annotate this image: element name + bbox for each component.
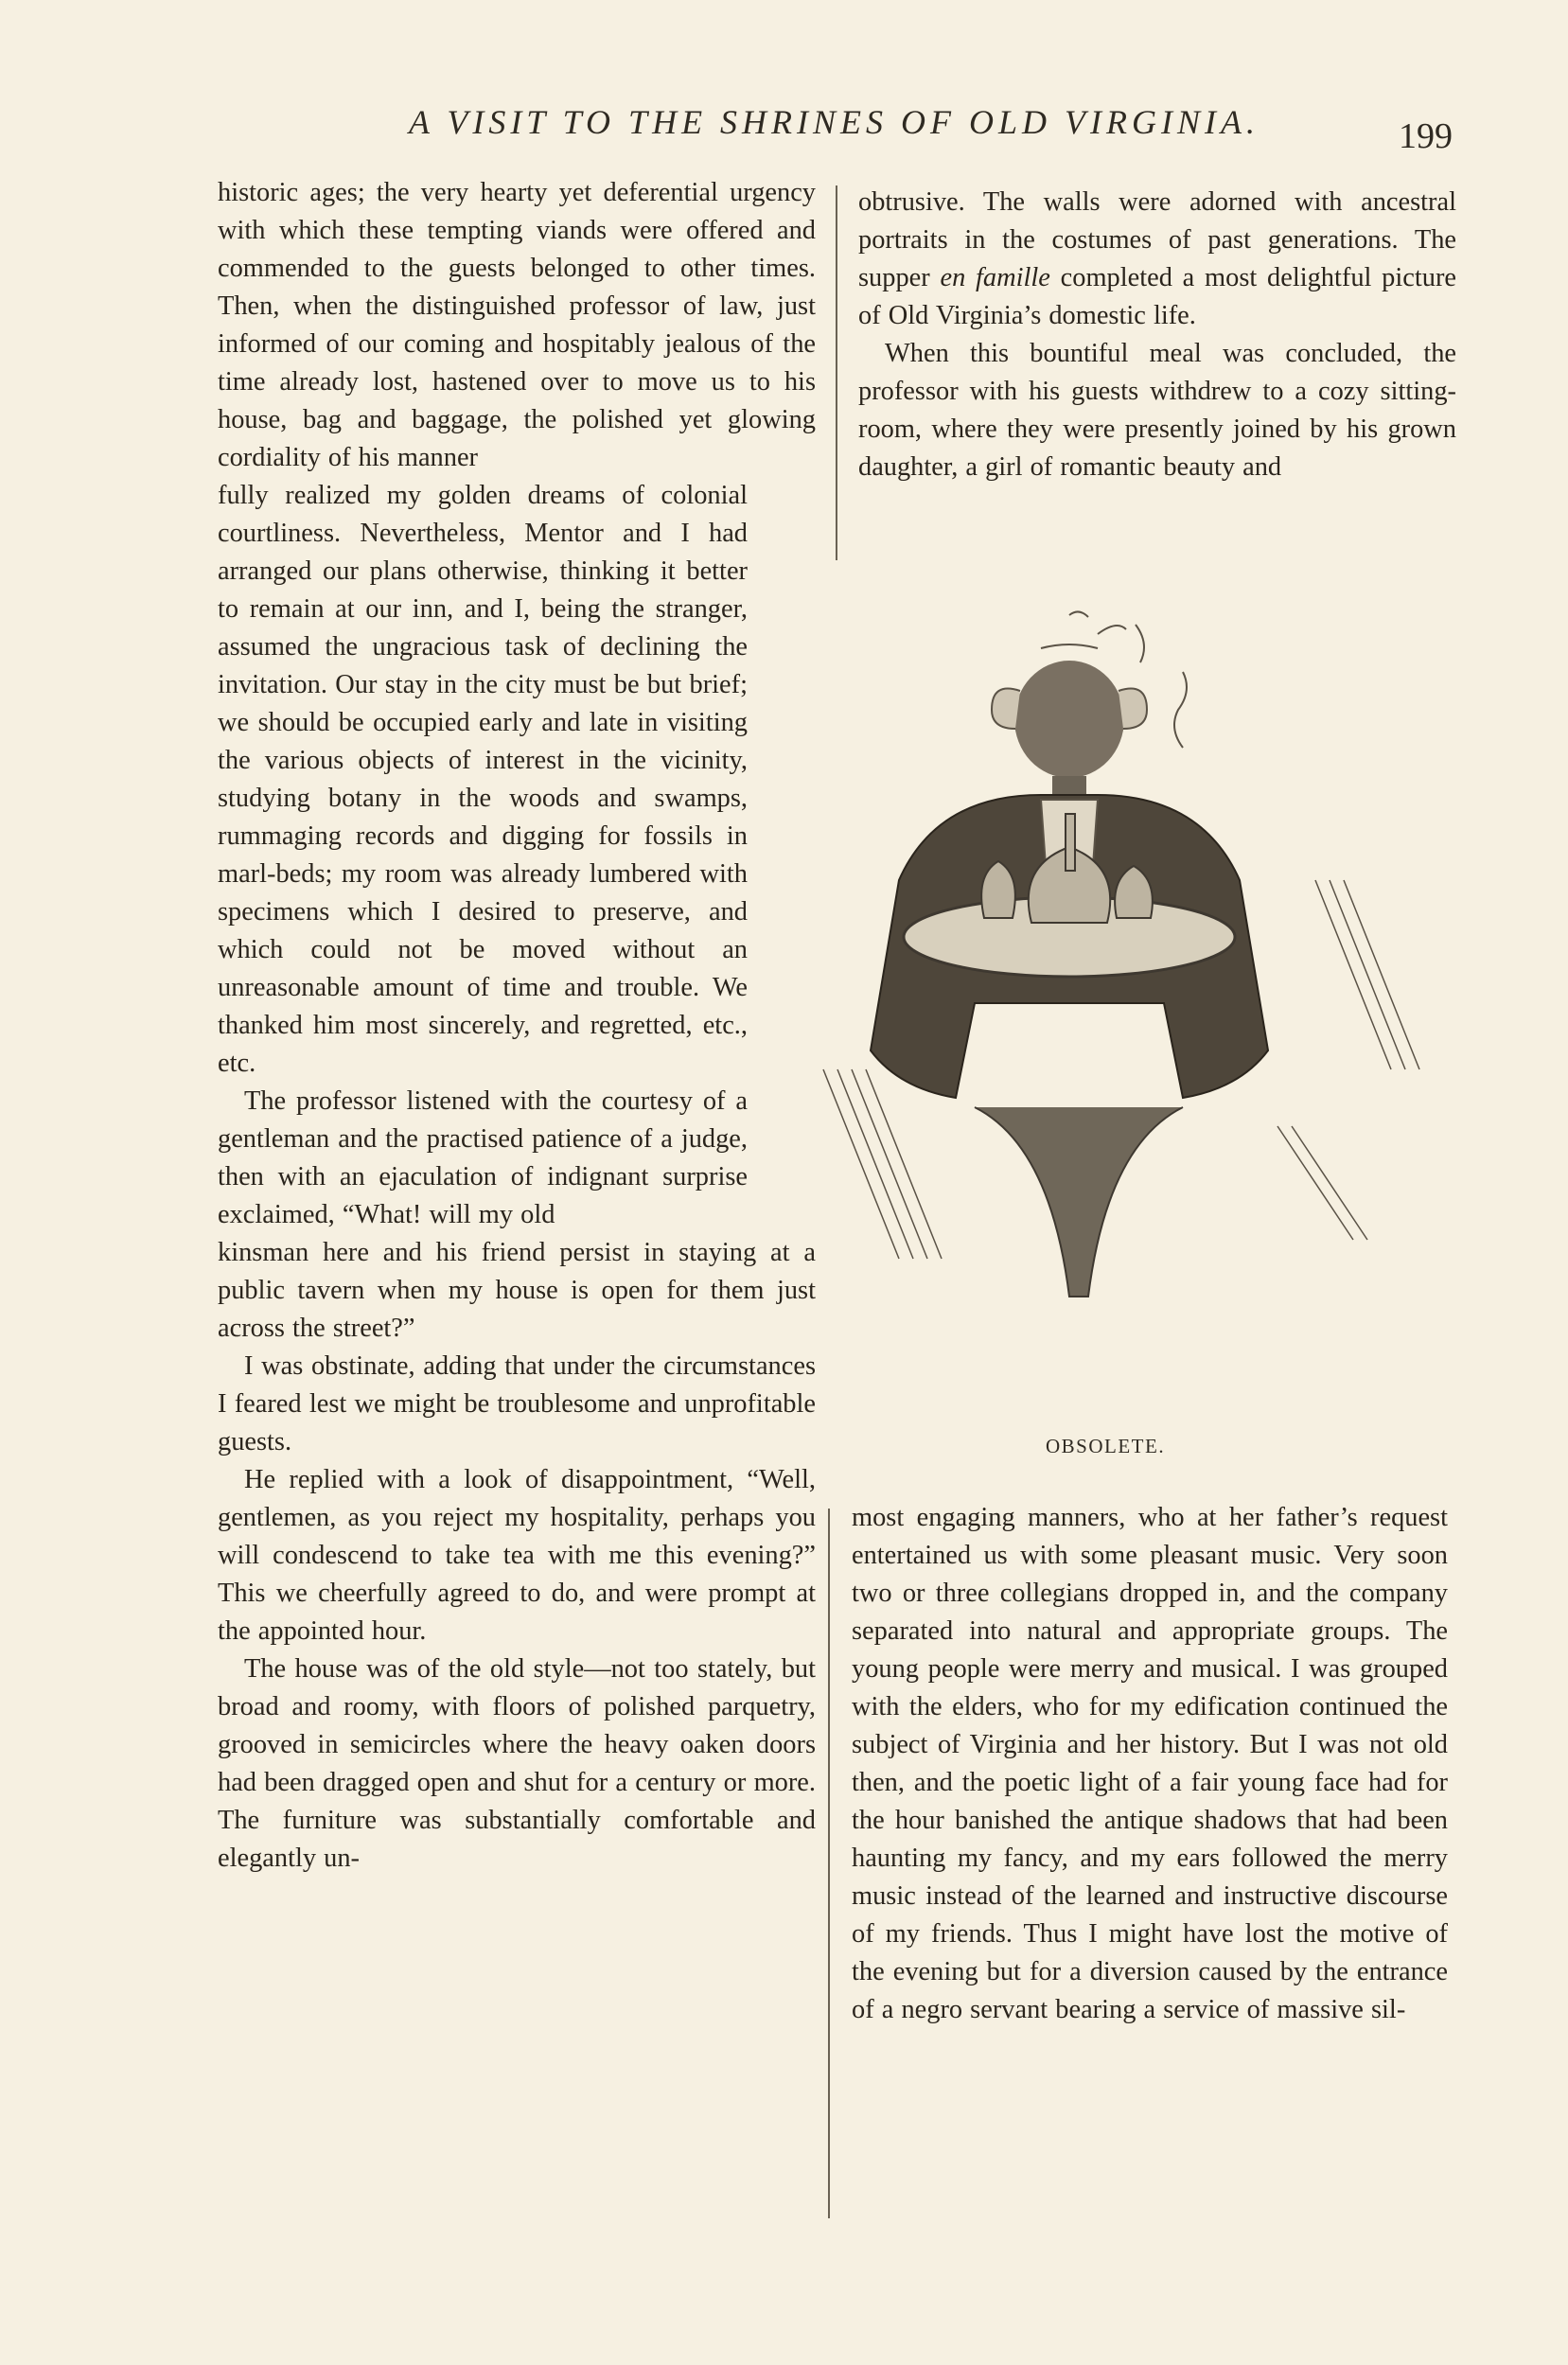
steam-lines [1041,611,1144,662]
legs [975,1107,1183,1297]
head [1014,661,1124,778]
paragraph-house-old-style: The house was of the old style—not too stately, but broad and roomy, with floors of polished parquetry, grooved in semicircles where the heavy oaken doors had been dragged open and shut for a century or more. The furniture was substantially comfortable and elegantly un- [218,1654,816,1873]
servant-engraving [785,596,1448,1391]
hatching-right [1277,880,1419,1240]
left-column [218,174,816,1878]
column-rule-top [836,185,837,560]
paragraph-historic-ages: historic ages; the very hearty yet deferential urgency with which these tempting viands were offered and commended to the guests belonged to other times. Then, when the distinguished professor of law, just informed of our coming and hospitably jealous of the time already lost, hastened over to move us to his house, bag and baggage, the polished yet glowing cordiality of his manner [218,178,816,472]
narrow-block-beside-figure [218,477,748,1234]
illustration-servant-with-tray [785,596,1448,1391]
paragraph-kinsman: kinsman here and his friend persist in staying at a public tavern when my house is open for them just across the street?” [218,1238,816,1343]
paragraph-professor-listened: The professor listened with the courtesy of a gentleman and the practised patience of a judge, then with an ejaculation of indignant surprise exclaimed, “What! will my old [218,1086,748,1229]
paragraph-obtrusive: obtrusive. The walls were adorned with ancestral portraits in the costumes of past generations. The supper en famille completed a most delightful picture of Old Virginia’s domestic life. [858,187,1457,330]
running-title: A VISIT TO THE SHRINES OF OLD VIRGINIA. [409,103,1260,141]
paragraph-golden-dreams: fully realized my golden dreams of colonial courtliness. Nevertheless, Mentor and I had arranged our plans otherwise, thinking it better to remain at our inn, and I, being the stranger, assumed the ungracious task of declining the invitation. Our stay in the city must be but brief; we should be occupied early and late in visiting the various objects of interest in the vicinity, studying botany in the woods and swamps, rummaging records and digging for fossils in marl-beds; my room was already lumbered with specimens which I desired to preserve, and which could not be moved without an unreasonable amount of time and trouble. We thanked him most sincerely, and regretted, etc., etc. [218,481,748,1078]
right-column-top [858,184,1456,486]
column-rule-bottom [828,1509,830,2218]
page-number: 199 [1399,116,1453,156]
italic-en-famille: en famille [940,263,1050,292]
right-column-bottom [852,1499,1448,2029]
hatching-left [823,1069,942,1259]
page-header [0,102,1568,159]
paragraph-obstinate: I was obstinate, adding that under the circumstances I feared lest we might be troublesome and unprofitable guests. [218,1351,816,1456]
figure-caption: OBSOLETE. [1046,1435,1166,1457]
paragraph-engaging-manners: most engaging manners, who at her father’s request entertained us with some pleasant music. Very soon two or three collegians dropped in, and the company separated into natural and appropriate groups. The young people were merry and musical. I was grouped with the elders, who for my edification continued the subject of Virginia and her history. But I was not old then, and the poetic light of a fair young face had for the hour banished the antique shadows that had been haunting my fancy, and my ears followed the merry music instead of the learned and instructive discourse of my friends. Thus I might have lost the motive of the evening but for a diversion caused by the entrance of a negro servant bearing a service of massive sil- [852,1503,1448,2024]
paragraph-bountiful-meal: When this bountiful meal was concluded, the professor with his guests withdrew to a cozy sitting-room, where they were presently joined by his grown daughter, a girl of romantic beauty and [858,339,1456,482]
paragraph-replied: He replied with a look of disappointment, “Well, gentlemen, as you reject my hospitality, perhaps you will condescend to take tea with me this evening?” This we cheerfully agreed to do, and were prompt at the appointed hour. [218,1465,816,1646]
